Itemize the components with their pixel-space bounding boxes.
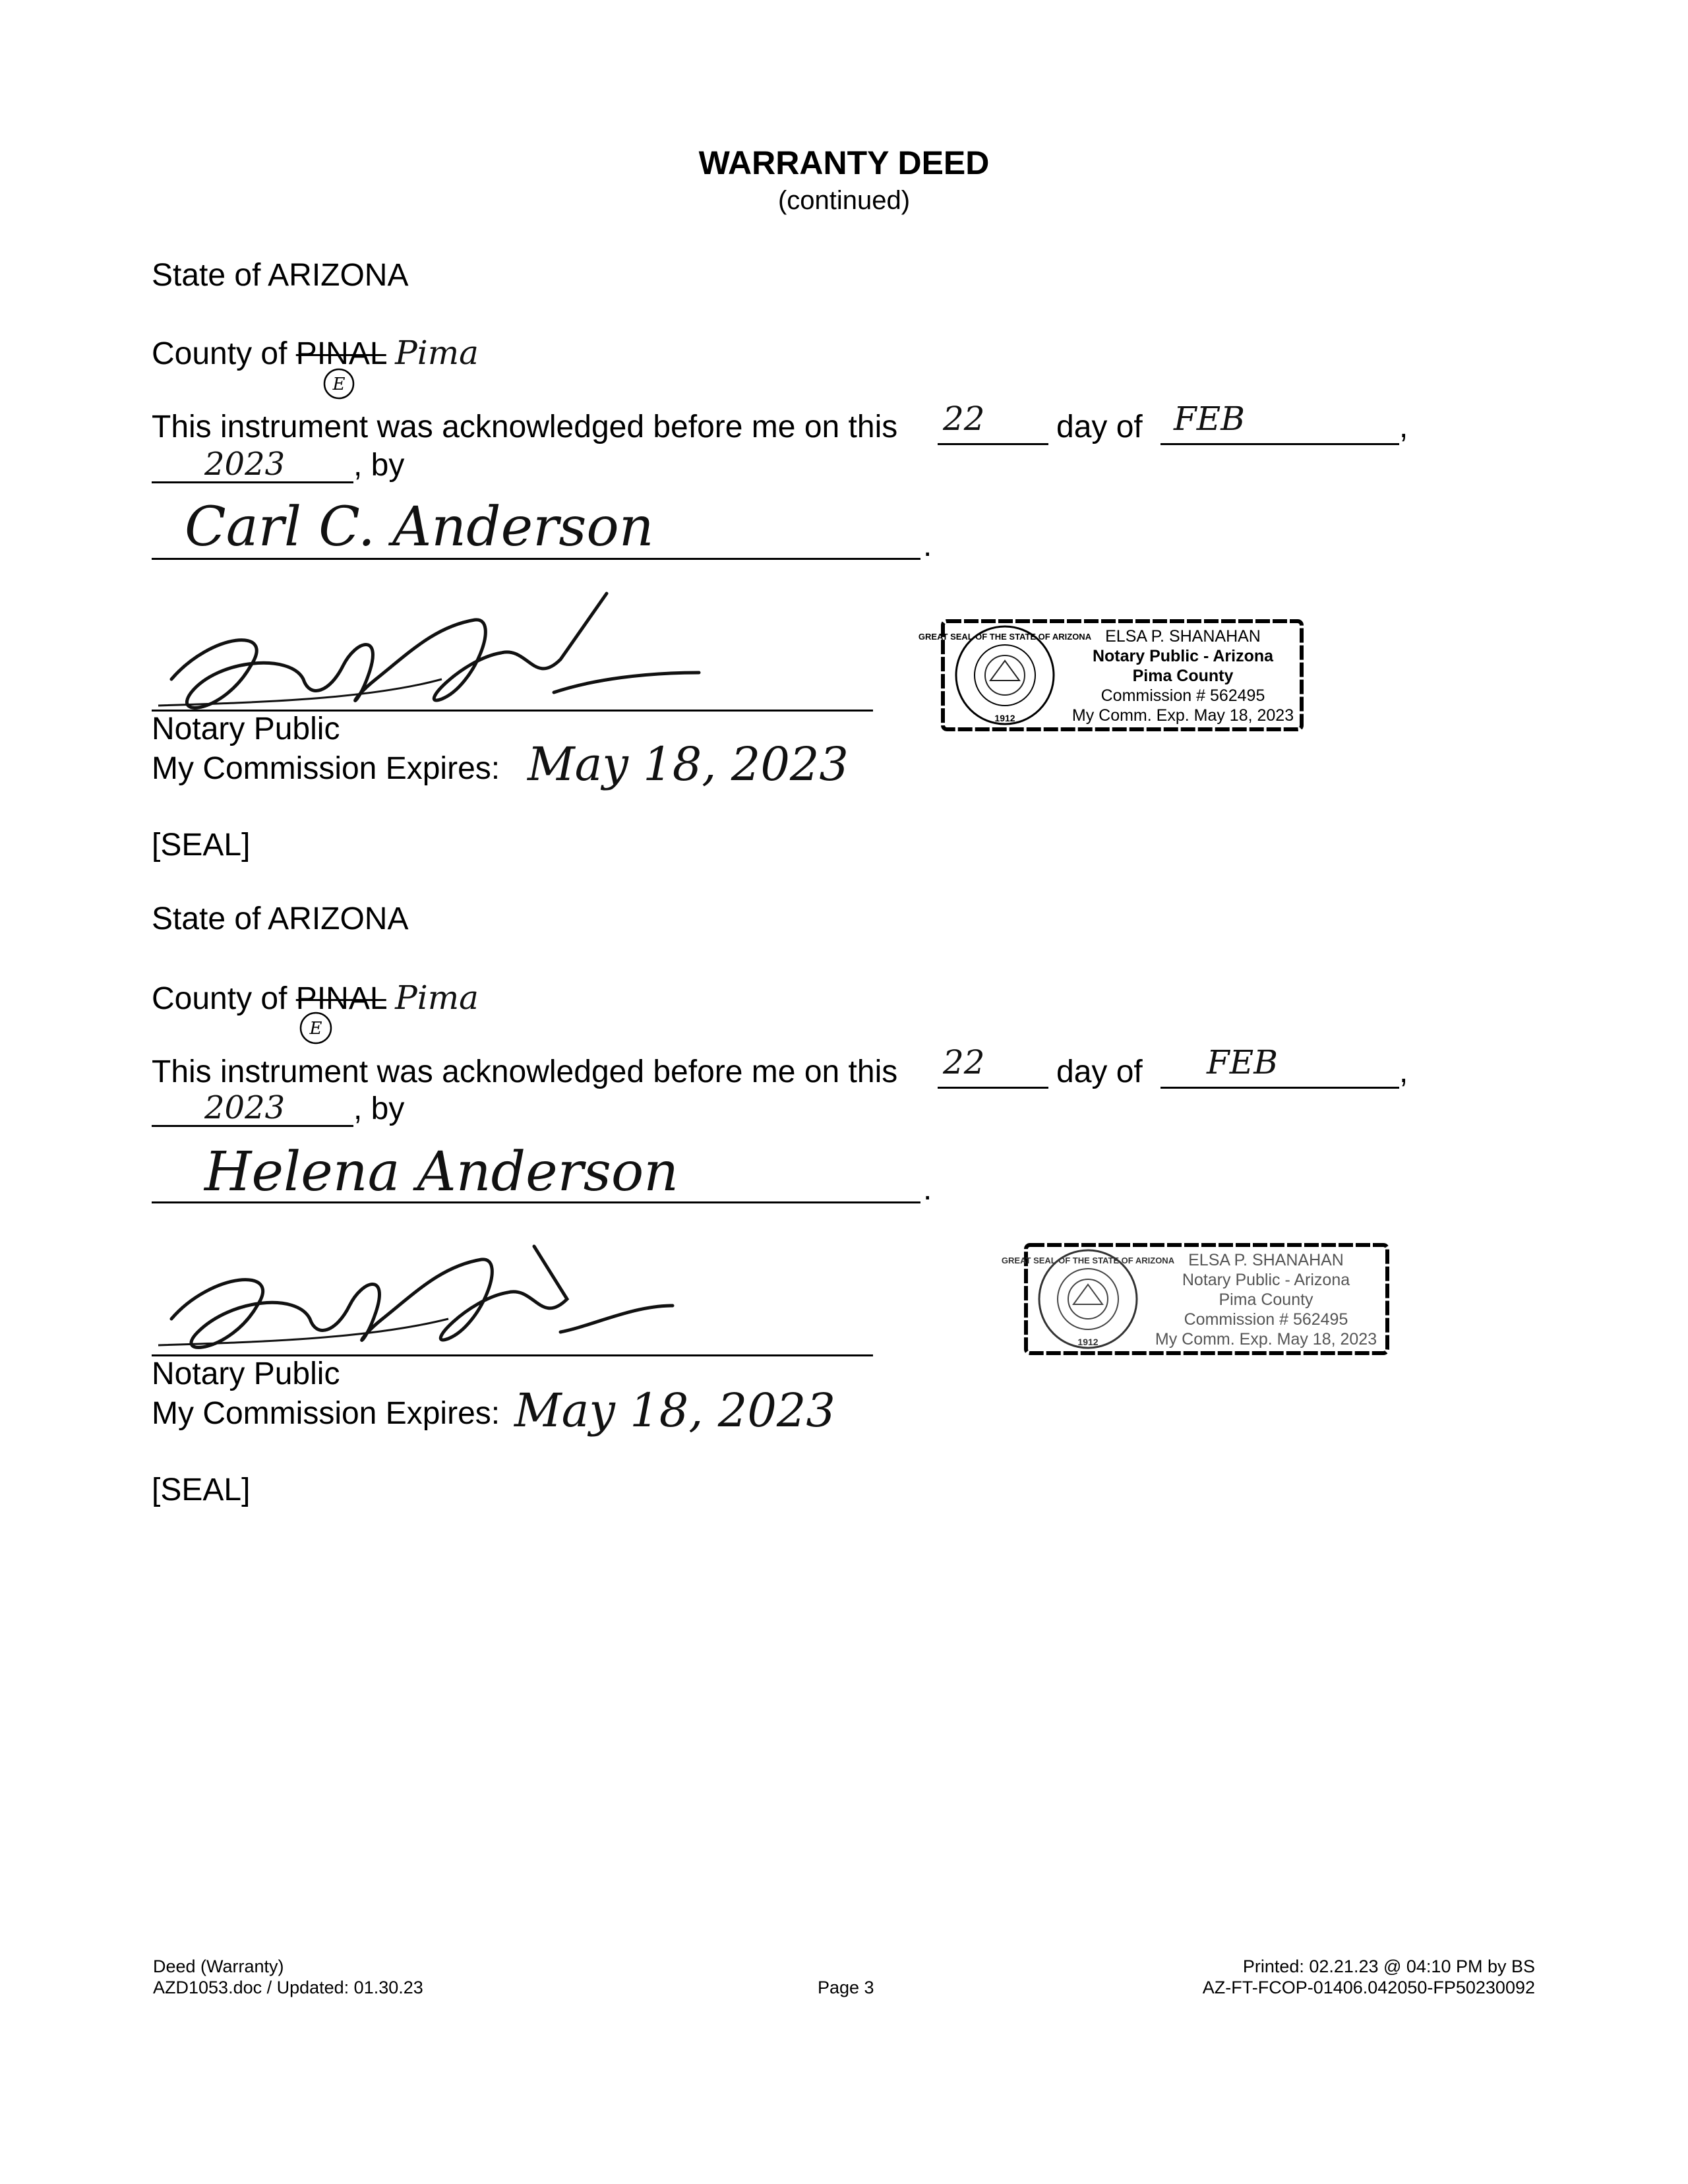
by-label: , by	[353, 1091, 405, 1126]
commission-date: May 18, 2023	[514, 1383, 835, 1438]
ack-day: 22	[943, 400, 985, 438]
ack-day: 22	[943, 1043, 985, 1081]
month-underline	[1160, 443, 1399, 445]
commission-label: My Commission Expires:	[152, 1396, 500, 1431]
comma: ,	[1399, 410, 1408, 444]
stamp-expires: My Comm. Exp. May 18, 2023	[1071, 706, 1294, 725]
county-line	[152, 334, 479, 372]
day-of-label: day of	[1056, 1054, 1143, 1089]
day-underline	[938, 443, 1048, 445]
notary-stamp	[1001, 1241, 1391, 1357]
period: .	[923, 528, 932, 563]
notary-stamp	[918, 617, 1306, 733]
stamp-expires: My Comm. Exp. May 18, 2023	[1155, 1330, 1377, 1349]
notary-signature	[132, 1227, 725, 1372]
seal-label: [SEAL]	[152, 828, 251, 863]
stamp-role: Notary Public - Arizona	[1182, 1271, 1350, 1289]
initials-mark: E	[332, 375, 346, 394]
footer-left	[153, 1956, 423, 1998]
period: .	[923, 1172, 932, 1207]
initials-circle	[322, 367, 356, 401]
stamp-name: ELSA P. SHANAHAN	[1105, 627, 1261, 646]
stamp-name: ELSA P. SHANAHAN	[1188, 1251, 1344, 1269]
by-label: , by	[353, 448, 405, 483]
acknowledger-name: Helena Anderson	[204, 1141, 679, 1203]
ack-month: FEB	[1207, 1043, 1278, 1081]
seal-ring-text: GREAT SEAL OF THE STATE OF ARIZONA	[1001, 1256, 1175, 1265]
initials-circle	[298, 1010, 334, 1046]
document-title: WARRANTY DEED	[698, 144, 990, 181]
footer-right	[1203, 1956, 1535, 1998]
stamp-county: Pima County	[1219, 1290, 1313, 1309]
ack-text: This instrument was acknowledged before me on this	[152, 410, 898, 444]
year-underline	[152, 481, 353, 483]
stamp-commission: Commission # 562495	[1184, 1310, 1348, 1329]
commission-label: My Commission Expires:	[152, 751, 500, 786]
seal-year: 1912	[1077, 1337, 1099, 1347]
county-handwritten: Pima	[395, 334, 479, 372]
stamp-county: Pima County	[1132, 667, 1234, 685]
ack-month: FEB	[1174, 400, 1245, 438]
day-of-label: day of	[1056, 410, 1143, 444]
ack-line	[152, 1054, 897, 1090]
seal-label: [SEAL]	[152, 1472, 251, 1507]
county-handwritten: Pima	[395, 979, 479, 1017]
county-label: County of	[152, 336, 287, 371]
name-underline	[152, 558, 920, 560]
footer-printed: Printed: 02.21.23 @ 04:10 PM by BS	[1242, 1957, 1535, 1976]
month-underline	[1160, 1087, 1399, 1089]
year-underline	[152, 1125, 353, 1127]
ack-line	[152, 409, 897, 445]
footer-file-id: AZ-FT-FCOP-01406.042050-FP50230092	[1202, 1978, 1535, 1997]
initials-mark: E	[309, 1019, 322, 1039]
day-underline	[938, 1087, 1048, 1089]
seal-ring-text: GREAT SEAL OF THE STATE OF ARIZONA	[918, 632, 1092, 642]
ack-year: 2023	[204, 446, 286, 483]
stamp-commission: Commission # 562495	[1100, 686, 1265, 705]
name-underline	[152, 1201, 920, 1203]
ack-year: 2023	[204, 1089, 286, 1126]
document-subtitle: (continued)	[777, 186, 911, 215]
seal-year: 1912	[994, 713, 1015, 723]
footer-page-number: Page 3	[818, 1978, 874, 1997]
stamp-role: Notary Public - Arizona	[1092, 647, 1274, 665]
acknowledger-name: Carl C. Anderson	[185, 496, 654, 559]
state-line: State of ARIZONA	[152, 258, 409, 293]
state-line: State of ARIZONA	[152, 901, 409, 936]
county-struck-text: PINAL	[295, 336, 386, 371]
ack-text: This instrument was acknowledged before me on this	[152, 1054, 898, 1089]
comma: ,	[1399, 1054, 1408, 1089]
county-label: County of	[152, 981, 287, 1016]
footer-doc-id: AZD1053.doc / Updated: 01.30.23	[153, 1978, 423, 1997]
footer-doc-type: Deed (Warranty)	[153, 1957, 284, 1976]
county-struck-text: PINAL	[295, 981, 386, 1016]
notary-label: Notary Public	[152, 1356, 340, 1391]
commission-date: May 18, 2023	[528, 737, 849, 791]
notary-label: Notary Public	[152, 712, 340, 746]
